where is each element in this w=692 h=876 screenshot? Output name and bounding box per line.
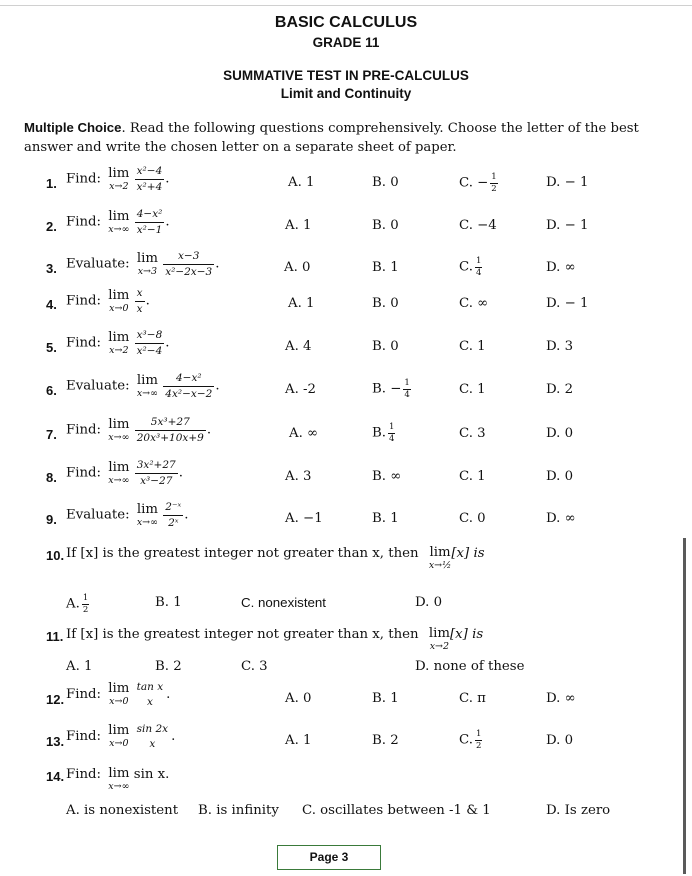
option-a: [66, 594, 89, 614]
option-d: D. ∞: [546, 511, 576, 526]
question-expression: Find: lim x→0 $\frac{x}{x}$ .: [66, 287, 150, 315]
question-prefix: Find:: [66, 293, 102, 309]
doc-title: BASIC CALCULUS: [274, 14, 418, 31]
question-expression: Find: lim x→2 $\frac{\text{x³−8}}{\text{x²−4}}$ .: [66, 329, 170, 357]
question-prefix: Find:: [66, 171, 102, 187]
denominator: x²−4: [136, 344, 163, 357]
option-c-label: C.: [459, 259, 473, 275]
option-d: D. 0: [546, 469, 574, 484]
question-prefix: Find:: [66, 214, 102, 230]
option-d: D. 2: [546, 382, 574, 397]
question-13: [0, 722, 692, 764]
option-b: B. 1: [155, 595, 182, 610]
question-expression: Evaluate: lim x→∞ $\frac{\text{4−x²}}{\text{4x²−x−2}}$ .: [66, 372, 220, 400]
numerator: 4−x²: [163, 373, 214, 387]
lim-subscript: x→2: [109, 344, 129, 356]
denominator: x: [149, 737, 156, 750]
option-b-label: B.: [372, 425, 386, 441]
question-6: [0, 370, 692, 412]
fraction: [135, 288, 145, 314]
question-number: 3.: [46, 261, 57, 276]
question-prefix: Find:: [66, 422, 102, 438]
option-a: A. is nonexistent: [66, 803, 179, 818]
question-number: 10.: [46, 548, 65, 563]
lim-subscript: x→2: [429, 641, 450, 653]
question-2: [0, 205, 692, 247]
option-b-fraction: [403, 379, 410, 399]
option-a: A. 4: [285, 339, 312, 354]
lim-subscript: x→∞: [108, 431, 130, 443]
option-d: D. Is zero: [546, 803, 611, 818]
denominator: x: [146, 695, 153, 708]
fraction: [135, 166, 165, 192]
option-a: A. 1: [288, 296, 315, 311]
option-c: C. 1: [459, 339, 486, 354]
limit-operator: [429, 546, 452, 571]
limit-operator: [137, 252, 158, 277]
lim-subscript: x→0: [109, 302, 129, 314]
lim-label: lim: [108, 165, 130, 181]
instructions: [24, 118, 664, 157]
question-number: 12.: [46, 692, 65, 707]
question-4: [0, 287, 692, 332]
fraction: [135, 330, 165, 356]
option-b: B. 0: [372, 296, 399, 311]
lim-label: lim: [136, 250, 158, 266]
option-b-denominator: 4: [404, 389, 410, 400]
fraction: [163, 373, 214, 399]
limit-operator: [108, 767, 129, 792]
option-a: A. 0: [284, 260, 311, 275]
limit-operator: [108, 418, 129, 443]
option-b: B. 2: [372, 733, 399, 748]
option-c-fraction: [475, 257, 482, 277]
question-3: [0, 248, 692, 290]
lim-label: lim: [136, 501, 158, 517]
lim-label: lim: [108, 416, 130, 432]
option-c: C. nonexistent: [241, 595, 327, 610]
option-c: C. oscillates between -1 & 1: [302, 803, 491, 818]
lim-subscript: x→∞: [108, 781, 130, 793]
question-11: [0, 624, 692, 679]
question-7: [0, 413, 692, 455]
option-b-label: B. −: [372, 381, 402, 397]
lim-label: lim: [136, 372, 158, 388]
fraction: [135, 209, 165, 235]
lim-label: lim: [108, 287, 130, 303]
numerator: 3x²+27: [135, 460, 178, 474]
numerator: 2⁻ˣ: [163, 502, 183, 516]
option-a: A. 1: [288, 175, 315, 190]
option-a-denominator: 2: [82, 604, 89, 615]
option-a: A. 0: [285, 691, 312, 706]
option-c-numerator: 1: [475, 256, 482, 266]
option-b-numerator: 1: [404, 378, 410, 388]
lim-subscript: x→∞: [108, 223, 130, 235]
option-d: D. − 1: [546, 175, 589, 190]
question-number: 4.: [46, 297, 57, 312]
question-text: If [x] is the greatest integer not greater than x, then: [66, 546, 419, 561]
topic-title: Limit and Continuity: [280, 86, 412, 101]
question-expression: Find: lim x→0 sin 2x x .: [66, 723, 176, 750]
question-expression: Evaluate: lim x→3 $\frac{x-3}{\text{x²−2x−3}}$ .: [66, 250, 220, 278]
option-a: A. 1: [285, 733, 312, 748]
option-a: A. 1: [285, 218, 312, 233]
numerator: 5x³+27: [135, 417, 206, 431]
option-a-fraction: [82, 594, 89, 614]
option-d: D. ∞: [546, 691, 576, 706]
option-b: B. 0: [372, 339, 399, 354]
option-d: D. ∞: [546, 260, 576, 275]
question-10: [0, 543, 692, 613]
denominator: x³−27: [140, 474, 173, 487]
option-c: [459, 257, 482, 277]
option-b: [372, 423, 395, 443]
denominator: 20x³+10x+9: [136, 431, 204, 444]
question-number: 8.: [46, 470, 57, 485]
lim-label: lim: [108, 766, 130, 781]
lim-subscript: x→3: [137, 265, 158, 277]
fraction: [135, 460, 178, 486]
lim-subscript: x→0: [109, 738, 129, 750]
option-d: D. none of these: [415, 659, 525, 674]
question-expression: [66, 627, 483, 652]
lim-subscript: x→∞: [108, 474, 130, 486]
numerator: tan x: [136, 681, 164, 693]
option-c: C. 3: [241, 659, 268, 674]
option-a-label: A.: [66, 596, 80, 612]
instructions-text: . Read the following questions comprehensively. Choose the letter of the best answer and write the chosen letter on a separate sheet of paper.: [24, 121, 639, 155]
question-suffix: is: [473, 546, 485, 561]
question-suffix: is: [472, 627, 484, 642]
option-c-fraction: [490, 173, 497, 193]
limit-operator: [108, 682, 129, 707]
option-b: B. is infinity: [198, 803, 279, 818]
page-number: Page 3: [277, 845, 381, 870]
option-c-numerator: 1: [491, 172, 497, 182]
option-c-numerator: 1: [475, 729, 482, 739]
option-c: C. 1: [459, 469, 486, 484]
limit-operator: [108, 331, 129, 356]
option-d: D. − 1: [546, 218, 589, 233]
option-c: [459, 730, 482, 750]
denominator: 2ˣ: [168, 516, 179, 529]
lim-subscript: x→∞: [136, 387, 159, 399]
option-b: B. 1: [372, 511, 399, 526]
question-prefix: Evaluate:: [66, 256, 130, 272]
denominator: x²−2x−3: [165, 265, 213, 278]
option-c-denominator: 2: [491, 183, 497, 194]
option-a-numerator: 1: [82, 593, 89, 603]
numerator: x²−4: [135, 166, 165, 180]
page-top-border: [0, 5, 692, 6]
fraction: [135, 682, 166, 707]
option-d: D. 0: [415, 595, 443, 610]
numerator: sin 2x: [136, 723, 169, 735]
option-b: B. 0: [372, 218, 399, 233]
limit-operator: [108, 210, 129, 235]
option-d: D. 0: [546, 733, 574, 748]
question-expression: Evaluate: lim x→∞ $\frac{\text{2⁻ˣ}}{\text{2ˣ}}$ .: [66, 501, 189, 529]
numerator: 4−x²: [135, 209, 165, 223]
numerator: x³−8: [135, 330, 165, 344]
option-c-fraction: [475, 730, 482, 750]
lim-label: lim: [108, 459, 130, 475]
limit-operator: [108, 724, 129, 749]
option-a: A. 1: [66, 659, 93, 674]
limit-expression: [x]: [451, 546, 470, 561]
question-text: If [x] is the greatest integer not greater than x, then: [66, 627, 419, 642]
question-9: [0, 499, 692, 541]
option-c: C. 0: [459, 511, 486, 526]
denominator: x: [136, 302, 143, 315]
option-c-label: C.: [459, 732, 473, 748]
option-a: A. 3: [285, 469, 312, 484]
limit-operator: [108, 289, 129, 314]
lim-subscript: x→2: [109, 180, 129, 192]
option-c-denominator: 2: [475, 740, 482, 751]
option-d: D. 0: [546, 426, 574, 441]
grade-label: GRADE 11: [312, 35, 380, 50]
question-prefix: Find:: [66, 767, 102, 782]
question-expression: [66, 767, 169, 792]
option-c: C. −4: [459, 218, 497, 233]
question-prefix: Find:: [66, 687, 102, 702]
question-number: 11.: [46, 629, 64, 644]
lim-label: lim: [108, 681, 130, 697]
fraction: [163, 502, 183, 528]
question-12: [0, 680, 692, 722]
option-a: A. ∞: [289, 426, 319, 441]
option-b: B. ∞: [372, 469, 402, 484]
question-expression: Find: lim x→∞ $\frac{\text{3x²+27}}{\text{x³−27}}$ .: [66, 459, 183, 487]
lim-subscript: x→0: [109, 696, 129, 708]
question-5: [0, 328, 692, 370]
denominator: x²+4: [136, 180, 163, 193]
lim-label: lim: [108, 208, 130, 224]
question-prefix: Evaluate:: [66, 507, 130, 523]
question-number: 7.: [46, 427, 57, 442]
option-c-denominator: 4: [475, 267, 482, 278]
option-a: A. -2: [285, 382, 317, 397]
option-b: B. 1: [372, 691, 399, 706]
instructions-label: Multiple Choice: [24, 120, 122, 135]
denominator: 4x²−x−2: [165, 387, 213, 400]
option-b: B. 0: [372, 175, 399, 190]
lim-subscript: x→∞: [136, 516, 159, 528]
question-prefix: Find:: [66, 335, 102, 351]
question-number: 2.: [46, 219, 57, 234]
lim-label: lim: [108, 723, 130, 739]
option-b-denominator: 4: [389, 433, 395, 444]
fraction: [135, 417, 206, 443]
option-c: [459, 173, 498, 193]
question-expression: Find: lim x→∞ $\frac{\text{4−x²}}{\text{x²−1}}$ .: [66, 208, 170, 236]
option-b: B. 2: [155, 659, 182, 674]
numerator: x: [135, 288, 145, 302]
limit-operator: [429, 627, 450, 652]
numerator: x−3: [163, 251, 214, 265]
limit-operator: [108, 461, 129, 486]
option-c-label: C. −: [459, 175, 489, 191]
option-a: A. −1: [285, 511, 323, 526]
limit-expression: [x]: [449, 627, 468, 642]
lim-label: lim: [429, 545, 451, 560]
question-14: [0, 764, 692, 824]
question-8: [0, 456, 692, 498]
limit-operator: [108, 167, 129, 192]
fraction: [135, 724, 170, 749]
option-c: C. 1: [459, 382, 486, 397]
question-number: 13.: [46, 734, 65, 749]
option-c: C. 3: [459, 426, 486, 441]
option-d: D. 3: [546, 339, 574, 354]
option-b-fraction: [388, 423, 395, 443]
lim-label: lim: [428, 626, 450, 641]
question-number: 1.: [46, 176, 57, 191]
fraction: [163, 251, 214, 277]
denominator: x²−1: [136, 223, 163, 236]
question-number: 14.: [46, 769, 65, 784]
option-d: D. − 1: [546, 296, 589, 311]
question-expression: [66, 546, 485, 571]
option-b: B. 1: [372, 260, 399, 275]
lim-label: lim: [108, 329, 130, 345]
limit-expression: sin x.: [133, 767, 170, 782]
test-title: SUMMATIVE TEST IN PRE-CALCULUS: [223, 68, 469, 83]
question-prefix: Evaluate:: [66, 378, 130, 394]
question-expression: Find: lim x→∞ $\frac{\text{5x³+27}}{\text{20x³+10x+9}}$ .: [66, 416, 212, 444]
option-b-numerator: 1: [389, 422, 395, 432]
option-c: C. π: [459, 691, 486, 706]
limit-operator: [137, 374, 158, 399]
question-number: 9.: [46, 512, 57, 527]
question-prefix: Find:: [66, 729, 102, 744]
question-1: [0, 162, 692, 204]
question-number: 6.: [46, 383, 57, 398]
question-expression: Find: lim x→2 $\frac{\text{x²−4}}{\text{x²+4}}$ .: [66, 165, 170, 193]
option-c: C. ∞: [459, 296, 489, 311]
option-b: [372, 379, 411, 399]
question-prefix: Find:: [66, 465, 102, 481]
limit-operator: [137, 503, 158, 528]
lim-subscript: x→½: [428, 560, 452, 572]
question-expression: Find: lim x→0 tan x x .: [66, 681, 171, 708]
question-number: 5.: [46, 340, 57, 355]
